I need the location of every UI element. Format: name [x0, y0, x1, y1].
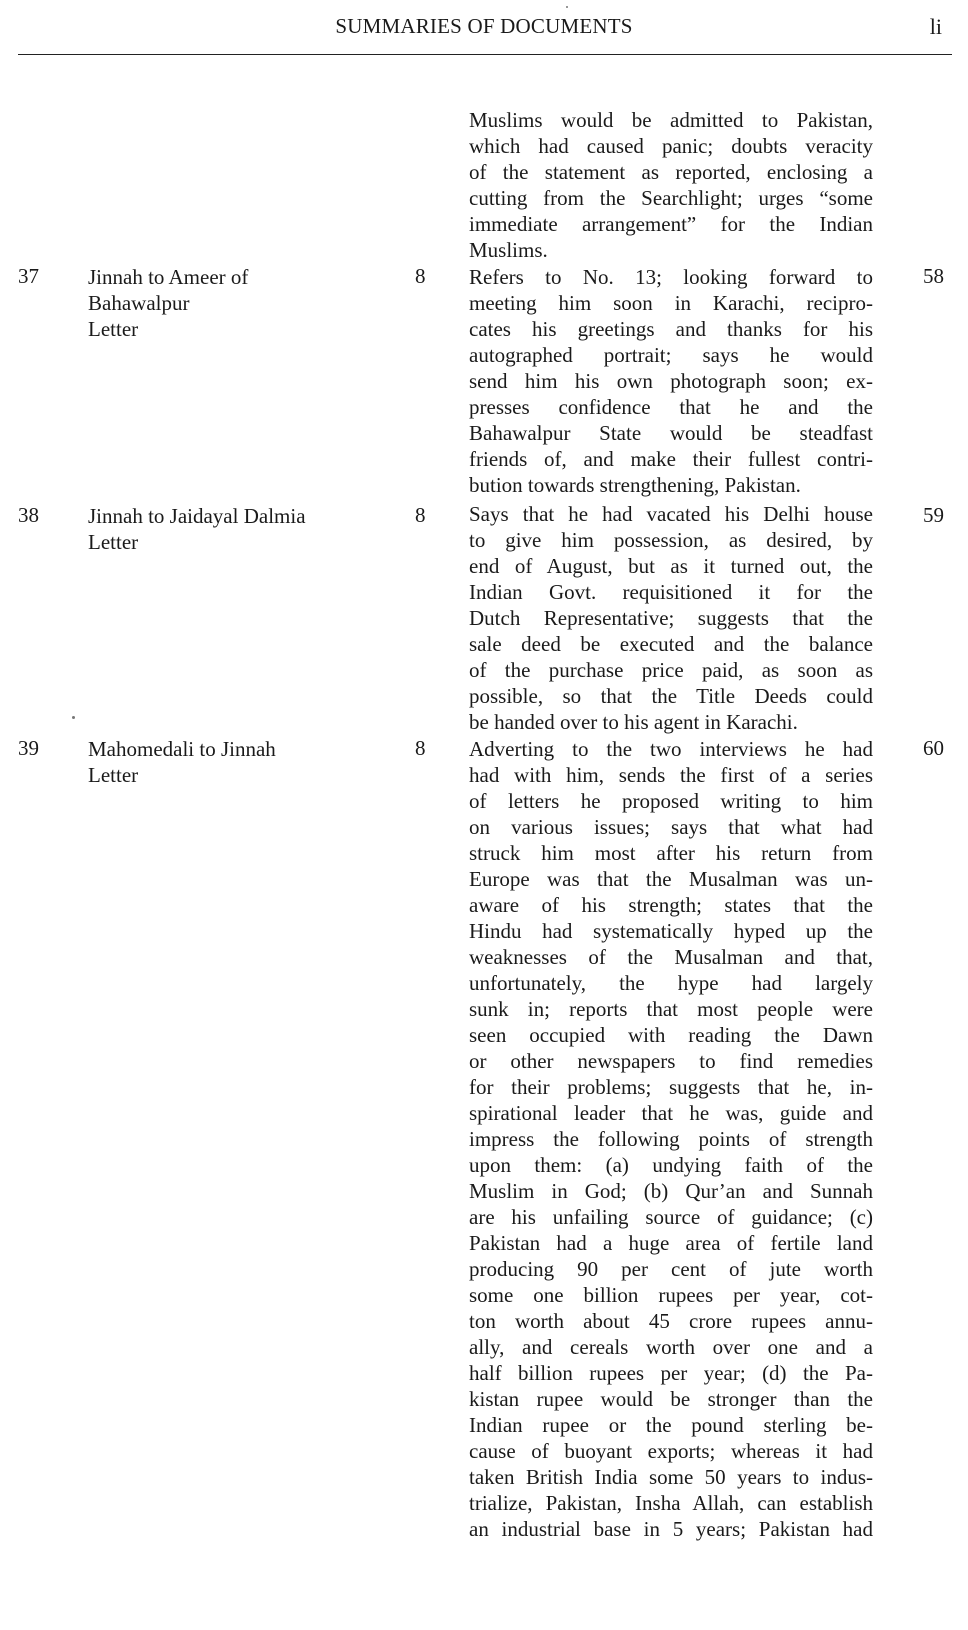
running-head: SUMMARIES OF DOCUMENTS [335, 14, 633, 38]
entry-title-line: Jinnah to Ameer of [88, 265, 249, 289]
summary-line: or other newspapers to find remedies [469, 1049, 873, 1073]
summary-line: of letters he proposed writing to him [469, 789, 873, 813]
summary-line: bution towards strengthening, Pakistan. [469, 473, 801, 497]
summary-line: which had caused panic; doubts veracity [469, 134, 873, 158]
page-number: li [929, 14, 942, 39]
entry-number: 37 [18, 264, 39, 288]
summary-line: some one billion rupees per year, cot- [469, 1283, 873, 1307]
summary-line: Says that he had vacated his Delhi house [469, 502, 873, 526]
summary-line: weaknesses of the Musalman and that, [469, 945, 873, 969]
summary-line: seen occupied with reading the Dawn [469, 1023, 873, 1047]
summary-line: for their problems; suggests that he, in- [469, 1075, 873, 1099]
summary-line: aware of his strength; states that the [469, 893, 873, 917]
entry-number: 39 [18, 736, 39, 760]
summary-line: Indian Govt. requisitioned it for the [469, 580, 873, 604]
summary-line: had with him, sends the first of a series [469, 763, 873, 787]
entry-page: 60 [923, 736, 944, 760]
summary-line: Refers to No. 13; looking forward to [469, 265, 873, 289]
summary-line: half billion rupees per year; (d) the Pa- [469, 1361, 873, 1385]
entry-type: Letter [88, 530, 139, 554]
entry-page: 58 [923, 264, 944, 288]
summary-line: cutting from the Searchlight; urges “some [469, 186, 873, 210]
summary-line: on various issues; says that what had [469, 815, 873, 839]
summary-line: of the statement as reported, enclosing a [469, 160, 873, 184]
summary-line: struck him most after his return from [469, 841, 873, 865]
entry-title-line: Jinnah to Jaidayal Dalmia [88, 504, 306, 528]
entry-title-line: Bahawalpur [88, 291, 190, 315]
summary-line: possible, so that the Title Deeds could [469, 684, 873, 708]
summary-line: sunk in; reports that most people were [469, 997, 873, 1021]
summary-line: Muslim in God; (b) Qur’an and Sunnah [469, 1179, 873, 1203]
summary-line: are his unfailing source of guidance; (c) [469, 1205, 873, 1229]
entry-type: Letter [88, 317, 139, 341]
print-speck [72, 716, 75, 719]
summary-line: trialize, Pakistan, Insha Allah, can establish [469, 1491, 873, 1515]
entry-date: 8 [415, 264, 426, 288]
summary-line: Indian rupee or the pound sterling be- [469, 1413, 873, 1437]
summary-line: Muslims would be admitted to Pakistan, [469, 108, 873, 132]
summary-line: friends of, and make their fullest contri- [469, 447, 873, 471]
summary-line: Hindu had systematically hyped up the [469, 919, 873, 943]
summary-line: kistan rupee would be stronger than the [469, 1387, 873, 1411]
summary-line: be handed over to his agent in Karachi. [469, 710, 798, 734]
header-rule [18, 54, 952, 55]
summary-line: send him his own photograph soon; ex- [469, 369, 873, 393]
summary-line: autographed portrait; says he would [469, 343, 873, 367]
summary-line: to give him possession, as desired, by [469, 528, 873, 552]
entry-number: 38 [18, 503, 39, 527]
summary-line: Dutch Representative; suggests that the [469, 606, 873, 630]
summary-line: presses confidence that he and the [469, 395, 873, 419]
summary-line: cates his greetings and thanks for his [469, 317, 873, 341]
print-speck [566, 6, 568, 8]
entry-title-line: Mahomedali to Jinnah [88, 737, 276, 761]
summary-line: impress the following points of strength [469, 1127, 873, 1151]
summary-line: taken British India some 50 years to indus- [469, 1465, 873, 1489]
summary-line: sale deed be executed and the balance [469, 632, 873, 656]
summary-line: Adverting to the two interviews he had [469, 737, 873, 761]
summary-line: upon them: (a) undying faith of the [469, 1153, 873, 1177]
summary-line: ton worth about 45 crore rupees annu- [469, 1309, 873, 1333]
summary-line: immediate arrangement” for the Indian [469, 212, 873, 236]
summary-line: producing 90 per cent of jute worth [469, 1257, 873, 1281]
summary-line: Europe was that the Musalman was un- [469, 867, 873, 891]
summary-line: of the purchase price paid, as soon as [469, 658, 873, 682]
entry-type: Letter [88, 763, 139, 787]
summary-line: meeting him soon in Karachi, recipro- [469, 291, 873, 315]
summary-line: Muslims. [469, 238, 548, 262]
entry-page: 59 [923, 503, 944, 527]
summary-line: Bahawalpur State would be steadfast [469, 421, 873, 445]
summary-line: unfortunately, the hype had largely [469, 971, 873, 995]
summary-line: an industrial base in 5 years; Pakistan had [469, 1517, 873, 1541]
summary-line: cause of buoyant exports; whereas it had [469, 1439, 873, 1463]
summary-line: Pakistan had a huge area of fertile land [469, 1231, 873, 1255]
summary-line: spirational leader that he was, guide and [469, 1101, 873, 1125]
entry-date: 8 [415, 736, 426, 760]
summary-line: ally, and cereals worth over one and a [469, 1335, 873, 1359]
summary-line: end of August, but as it turned out, the [469, 554, 873, 578]
entry-date: 8 [415, 503, 426, 527]
